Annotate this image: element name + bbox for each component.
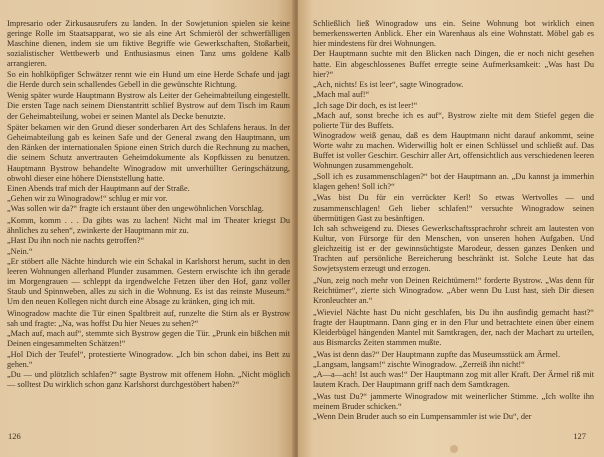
right-page-text	[313, 19, 594, 422]
page-number: 127	[573, 431, 586, 441]
paragraph: Winogradow machte die Tür einen Spaltbreit auf, runzelte die Stirn als er Bystrow sah und fragte: „Na, was hoffst Du hier Neues zu sehen?“	[7, 308, 290, 329]
paragraph: „Mach mal auf!“	[313, 90, 370, 100]
paragraph: „Nein.“	[7, 246, 33, 256]
paragraph: Schließlich ließ Winogradow uns ein. Seine Wohnung bot wirklich einen bemerkenswerten Anblick. Eher ein Warenhaus als eine Wohnstatt. Möbel gab es hier mindestens für drei Wohnungen.	[313, 19, 594, 49]
paragraph: „Wenn Dein Bruder auch so ein Lumpensammler ist wie Du“, der	[313, 412, 532, 422]
right-page	[298, 0, 604, 457]
paragraph: „Mach auf, sonst breche ich es auf“, Bystrow zielte mit dem Stiefel gegen die polierte Tür des Buffets.	[313, 110, 594, 130]
paragraph: „A—a—ach! Ist auch was!“ Der Hauptmann zog mit aller Kraft. Der Ärmel riß mit lautem Krach. Der Hauptmann griff nach dem Samtkragen.	[313, 370, 594, 390]
paragraph: Einen Abends traf mich der Hauptmann auf der Straße.	[7, 183, 190, 193]
paragraph: „Langsam, langsam!“ zischte Winogradow. „Zerreiß ihn nicht!“	[313, 359, 525, 369]
paragraph: „Was tust Du?“ jammerte Winogradow mit weinerlicher Stimme. „Ich wollte ihn meinem Bruder schicken.“	[313, 391, 594, 411]
paragraph: „Komm, komm . . . Da gibts was zu lachen! Nicht mal im Theater kriegst Du ähnliches zu sehen“, zwinkerte der Hauptmann mir zu.	[7, 216, 290, 236]
paragraph: „Hast Du ihn noch nie nachts getroffen?“	[7, 236, 145, 246]
paragraph: Impresario oder Zirkusausrufers zu landen. In der Sowjetunion spielen sie keine geringe Rolle im Staatsapparat, wo sie als eine Art Schmieröl der schwerfälligen Maschine dienen, indem sie um fiktive Begriffe wie Gewerkschaften, Stoßarbeit, sozialistischer Wettbewerb und Enthusiasmus einen Tanz ums goldene Kalb arrangieren.	[7, 19, 290, 69]
paragraph: Winogradow weiß genau, daß es dem Hauptmann nicht darauf ankommt, seine Worte wahr zu machen. Widerwillig holt er einen Schlüssel und schließt auf. Das Buffet ist voller Geschirr. Geschirr aller Art, offensichtlich aus verschiedenen leeren Wohnungen zusammengeholt.	[313, 131, 594, 171]
paragraph: „Mach auf, mach auf“, stemmte sich Bystrow gegen die Tür. „Prunk ein bißchen mit Deinen eingesammelten Schätzen!“	[7, 329, 290, 349]
paragraph: „Gehen wir zu Winogradow!“ schlug er mir vor.	[7, 194, 168, 204]
paragraph: Wenig später wurde Hauptmann Bystrow als Leiter der Geheimabteilung eingestellt. Die ersten Tage nach seinem Dienstantritt schlief Bystrow auf dem Tisch im Raum der Geheimabteilung, wobei er seinen Mantel als Decke benutzte.	[7, 91, 290, 121]
paragraph: „Ich sage Dir doch, es ist leer!“	[313, 100, 418, 110]
paragraph: „Wieviel Nächte hast Du nicht geschlafen, bis Du ihn ausfindig gemacht hast?“ fragte der Hauptmann. Dann ging er in den Flur und betrachtete einen über einem Kleiderbügel hängenden Mantel mit Samtkragen, der, nach der Machart zu urteilen, aus Bismarcks Zeiten stammen mußte.	[313, 307, 594, 347]
paper-stain	[450, 445, 458, 453]
paragraph: „Nun, zeig noch mehr von Deinen Reichtümern!“ forderte Bystrow. „Was denn für Reichtümer“, zierte sich Winogradow. „Aber wenn Du Lust hast, sieh Dir diesen Kronleuchter an.“	[313, 275, 594, 306]
paragraph: „Er stöbert alle Nächte hindurch wie ein Schakal in Karlshorst herum, sucht in den leeren Wohnungen allerhand Plunder zusammen. Gestern erwischte ich ihn gerade im Morgengrauen — schleppt da irgendwelche Fetzen über den Hof, ganz voller Staub und Spinnweben, alles zu sich in die Wohnung. Es ist das reinste Museum.“ Um den neuen Kollegen nicht durch eine Absage zu kränken, ging ich mit.	[7, 256, 290, 307]
paragraph: „Was ist denn das?“ Der Hauptmann zupfte das Museumsstück am Ärmel.	[313, 349, 561, 359]
page-number: 126	[8, 431, 21, 441]
left-page-text	[7, 19, 290, 390]
left-page	[0, 0, 298, 457]
paragraph: „Ach, nichts! Es ist leer“, sagte Winogradow.	[313, 79, 464, 89]
paragraph: „Was bist Du für ein verrückter Kerl! So etwas Wertvolles — und zusammenschlagen! Geh lieber schlafen!“ versuchte Winogradow seinen übermütigen Gast zu besänftigen.	[313, 193, 594, 223]
paragraph: Ich sah schweigend zu. Dieses Gewerkschaftssprachrohr schreit am lautesten von Kultur, von Fürsorge für den Menschen, von unseren hohen Aufgaben. Und gleichzeitig ist er der gewinnsüchtigste Marodeur, dessen ganzes Denken und Trachten auf persönliche Bereicherung beschränkt ist. Solche Leute hat das Sowjetsystem erzeugt und erzogen.	[313, 223, 594, 274]
paragraph: Später bekamen wir den Grund dieser sonderbaren Art des Schlafens heraus. In der Geheimabteilung gab es keinen Safe und der General zwang den Hauptmann, um den Ränken der internationalen Spione einen Strich durch die Rechnung zu machen, die seinem Schutz anvertrauten Geheimdokumente als Kopfkissen zu benutzen. Hauptmann Bystrow behandelte Winogradow mit unverhüllter Geringschätzung, obwohl dieser eine höhere Dienststellung hatte.	[7, 123, 290, 183]
paragraph: So ein hohlköpfiger Schwätzer rennt wie ein Hund um eine Herde Schafe und jagt die Herde durch sein schallendes Gebell in die gewünschte Richtung.	[7, 69, 290, 89]
paragraph: „Was sollen wir da?“ fragte ich erstaunt über den ungewöhnlichen Vorschlag.	[7, 204, 264, 214]
paragraph: „Soll ich es zusammenschlagen?“ bot der Hauptmann an. „Du kannst ja immerhin klagen gehen! Soll ich?“	[313, 171, 594, 191]
paragraph: Der Hauptmann suchte mit den Blicken nach Dingen, die er noch nicht gesehen hatte. Ein abgeschlossenes Buffet erregte seine Aufmerksamkeit: „Was hast Du hier?“	[313, 49, 594, 79]
paragraph: „Du — und plötzlich schlafen?“ sagte Bystrow mit offenem Hohn. „Nicht möglich — solltest Du wirklich schon ganz Karlshorst durchgestöbert haben?“	[7, 370, 290, 390]
paragraph: „Hol Dich der Teufel“, protestierte Winogradow. „Ich bin schon dabei, ins Bett zu gehen.“	[7, 349, 290, 369]
